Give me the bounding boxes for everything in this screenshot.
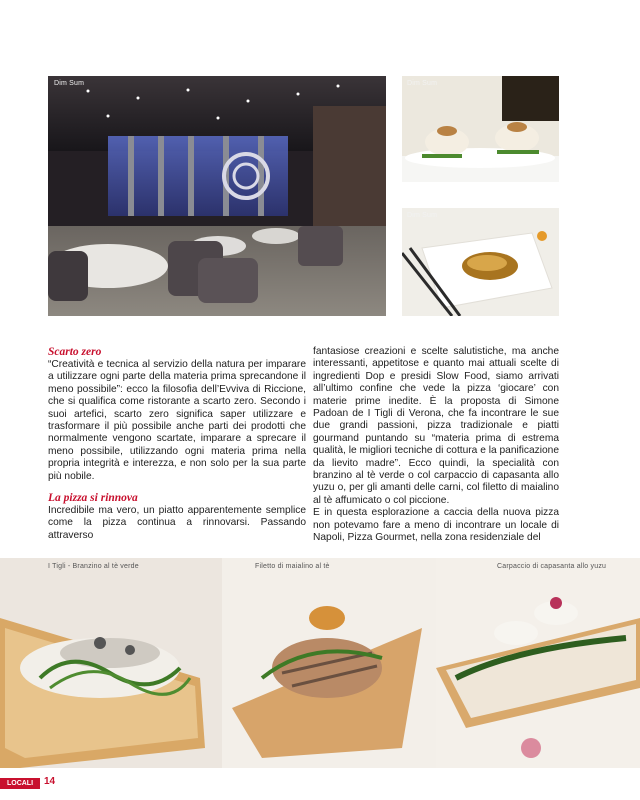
article-left-column bbox=[48, 346, 306, 542]
paragraph-scarto-zero: “Creatività e tecnica al servizio della natura per imparare a utilizzare ogni parte della materia prima sprecandone il meno possibile”: ecco la filosofia dell’Evviva di Riccione, che si qualifica come ristorante a scarto zero. Secondo i suoi artefici, scarto zero significa saper utilizzare e trasformare il più possibile anche parti dei prodotti che normalmente vengono scartate, imparare a sprecare il meno possibile, utilizzando ogni materia prima nella propria integrità e interezza, e non solo per la sua parte più nobile. bbox=[48, 359, 306, 482]
dumplings-photo-caption: Dim Sum bbox=[407, 80, 438, 87]
restaurant-interior-photo bbox=[48, 76, 386, 316]
dim-sum-dumplings-photo bbox=[402, 76, 559, 182]
pizza-capasanta-photo bbox=[436, 558, 640, 768]
paragraph-pizza-gourmet: E in questa esplorazione a caccia della nuova pizza non potevamo fare a meno di incontrare un locale di Napoli, Pizza Gourmet, nella zona residenziale del bbox=[313, 507, 559, 544]
plate-photo-caption: Dim Sum bbox=[407, 212, 438, 219]
pizza-maialino-illustration bbox=[222, 558, 436, 768]
pizza-capasanta-caption: Carpaccio di capasanta allo yuzu bbox=[497, 563, 607, 570]
page-number: 14 bbox=[44, 776, 56, 787]
pizza-branzino-caption: I Tigli - Branzino al tè verde bbox=[48, 563, 139, 570]
dumplings-illustration bbox=[402, 76, 559, 182]
restaurant-photo-caption: Dim Sum bbox=[54, 80, 85, 87]
pizza-capasanta-illustration bbox=[436, 558, 640, 768]
pizza-maialino-photo bbox=[222, 558, 436, 768]
section-label: LOCALI TOP bbox=[0, 778, 40, 789]
restaurant-illustration bbox=[48, 76, 386, 316]
article-right-column bbox=[313, 346, 559, 545]
heading-scarto-zero: Scarto zero bbox=[48, 346, 102, 358]
paragraph-pizza-intro: Incredibile ma vero, un piatto apparentemente semplice come la pizza continua a rinnovarsi. Passando attraverso bbox=[48, 505, 306, 541]
plate-illustration bbox=[402, 208, 559, 316]
heading-pizza-si-rinnova: La pizza si rinnova bbox=[48, 492, 138, 505]
pizza-branzino-illustration bbox=[0, 558, 222, 768]
pizza-branzino-photo bbox=[0, 558, 222, 768]
paragraph-gap bbox=[48, 483, 306, 492]
dim-sum-plate-photo bbox=[402, 208, 559, 316]
pizza-maialino-caption: Filetto di maialino al tè bbox=[255, 563, 330, 570]
paragraph-simone-padoan: fantasiose creazioni e scelte salutistiche, ma anche interessanti, appetitose e quanto mai attuali scelte di ingredienti Dop e presidi Slow Food, siamo arrivati all’ultimo confine che vede la pizza ‘giocare’ con materie prime inedite. È la proposta di Simone Padoan de I Tigli di Verona, che fa incontrare le sue due grandi passioni, pizza tradizionale e piatti gourmand puntando su “materia prima di estrema qualità, le migliori tecniche di cottura e la panificazione da lievito madre”. Ecco quindi, la specialità con branzino al tè verde o col carpaccio di capasanta allo yuzu o, per gli amanti delle carni, col filetto di maialino al tè affumicato o col piccione. bbox=[313, 346, 559, 506]
